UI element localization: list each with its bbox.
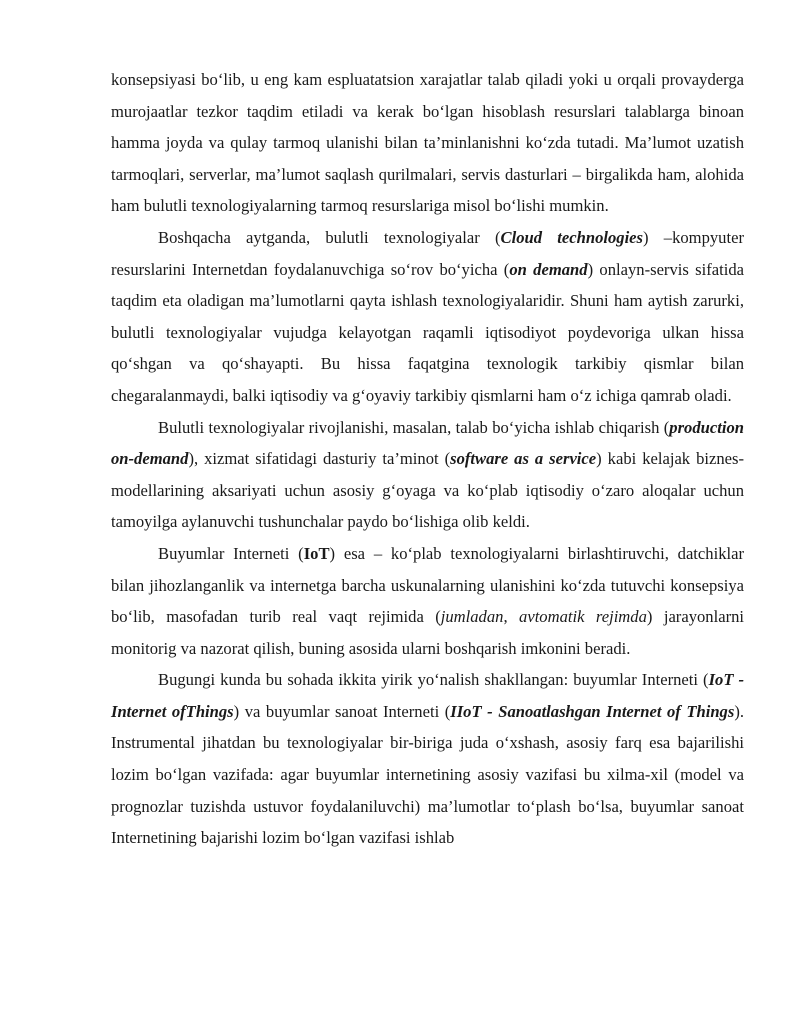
term-software-as-a-service: software as a service bbox=[450, 449, 597, 469]
paragraph-iot bbox=[111, 538, 744, 664]
text-run: ) kabi kelajak biznes-modellarining aksariyati uchun asosiy g‘oyaga va ko‘plab iqtisodiy o‘zaro aloqalar uchun tamoyilga aylanuvchi tushunchalar paydo bo‘lishiga olib keldi. bbox=[111, 449, 744, 532]
term-iot-internet-of-things: IoT - Internet ofThings bbox=[111, 670, 744, 721]
paragraph-cloud-definition bbox=[111, 222, 744, 412]
text-run: ), xizmat sifatidagi dasturiy ta’minot ( bbox=[188, 449, 451, 469]
term-production-on-demand: production on-demand bbox=[111, 417, 744, 469]
paragraph-cloud-concept bbox=[111, 64, 744, 222]
text-run: Bugungi kunda bu sohada ikkita yirik yo‘nalish shakllangan: buyumlar Interneti ( bbox=[158, 670, 709, 690]
text-run: , bbox=[503, 607, 520, 627]
text-run: ) jarayonlarni monitorig va nazorat qilish, buning asosida ularni boshqarish imkonini beradi. bbox=[111, 607, 744, 658]
text-run: Boshqacha aytganda, bulutli texnologiyalar ( bbox=[158, 227, 501, 247]
term-iiot: IIoT - Sanoatlashgan Internet of Things bbox=[450, 701, 735, 721]
paragraph-iot-iiot bbox=[111, 664, 744, 854]
text-run: ) va buyumlar sanoat Interneti ( bbox=[233, 701, 451, 721]
term-avtomatik-rejimda: avtomatik rejimda bbox=[519, 607, 647, 627]
term-on-demand: on demand bbox=[509, 259, 588, 279]
text-run: Bulutli texnologiyalar rivojlanishi, masalan, talab bo‘yicha ishlab chiqarish ( bbox=[158, 417, 670, 437]
text-run: ) onlayn-servis sifatida taqdim eta oladigan ma’lumotlarni qayta ishlash texnologiyalaridir. Shuni ham aytish zarurki, bulutli texnologiyalar vujudga kelayotgan raqamli iqtisodiyot poydevoriga ulkan hissa qo‘shgan va qo‘shayapti. Bu hissa faqatgina texnologik tarkibiy qismlar bilan chegaralanmaydi, balki iqtisodiy va g‘oyaviy tarkibiy qismlarni ham o‘z ichiga qamrab oladi. bbox=[111, 259, 744, 405]
text-run: ) esa – ko‘plab texnologiyalarni birlashtiruvchi, datchiklar bilan jihozlanganlik va internetga barcha uskunalarning ulanishini ko‘zda tutuvchi konsepsiya bo‘lib, masofadan turib real vaqt rejimida ( bbox=[111, 543, 744, 627]
term-jumladan: jumladan bbox=[440, 607, 504, 627]
text-run: ) –kompyuter resurslarini Internetdan foydalanuvchiga so‘rov bo‘yicha ( bbox=[111, 227, 744, 279]
text-run: Buyumlar Interneti ( bbox=[158, 543, 304, 563]
term-cloud-technologies: Cloud technologies bbox=[500, 227, 644, 247]
paragraph-business-models bbox=[111, 412, 744, 538]
text-run: ). Instrumental jihatdan bu texnologiyalar bir-biriga juda o‘xshash, asosiy farq esa bajarilishi lozim bo‘lgan vazifada: agar buyumlar internetining asosiy vazifasi bu xilma-xil (model va prognozlar tuzishda ustuvor foydalaniluvchi) ma’lumotlar to‘plash bo‘lsa, buyumlar sanoat Internetining bajarishi lozim bo‘lgan vazifasi ishlab bbox=[111, 701, 744, 848]
term-iot: IoT bbox=[303, 543, 330, 563]
text-run: konsepsiyasi bo‘lib, u eng kam espluatatsion xarajatlar talab qiladi yoki u orqali provayderga murojaatlar tezkor taqdim etiladi va kerak bo‘lgan hisoblash resurslari talablarga binoan hamma joyda va qulay tarmoq ulanishi bilan ta’minlanishni ko‘zda tutadi. Ma’lumot uzatish tarmoqlari, serverlar, ma’lumot saqlash qurilmalari, servis dasturlari – birgalikda ham, alohida ham bulutli texnologiyalarning tarmoq resurslariga misol bo‘lishi mumkin. bbox=[111, 70, 744, 216]
